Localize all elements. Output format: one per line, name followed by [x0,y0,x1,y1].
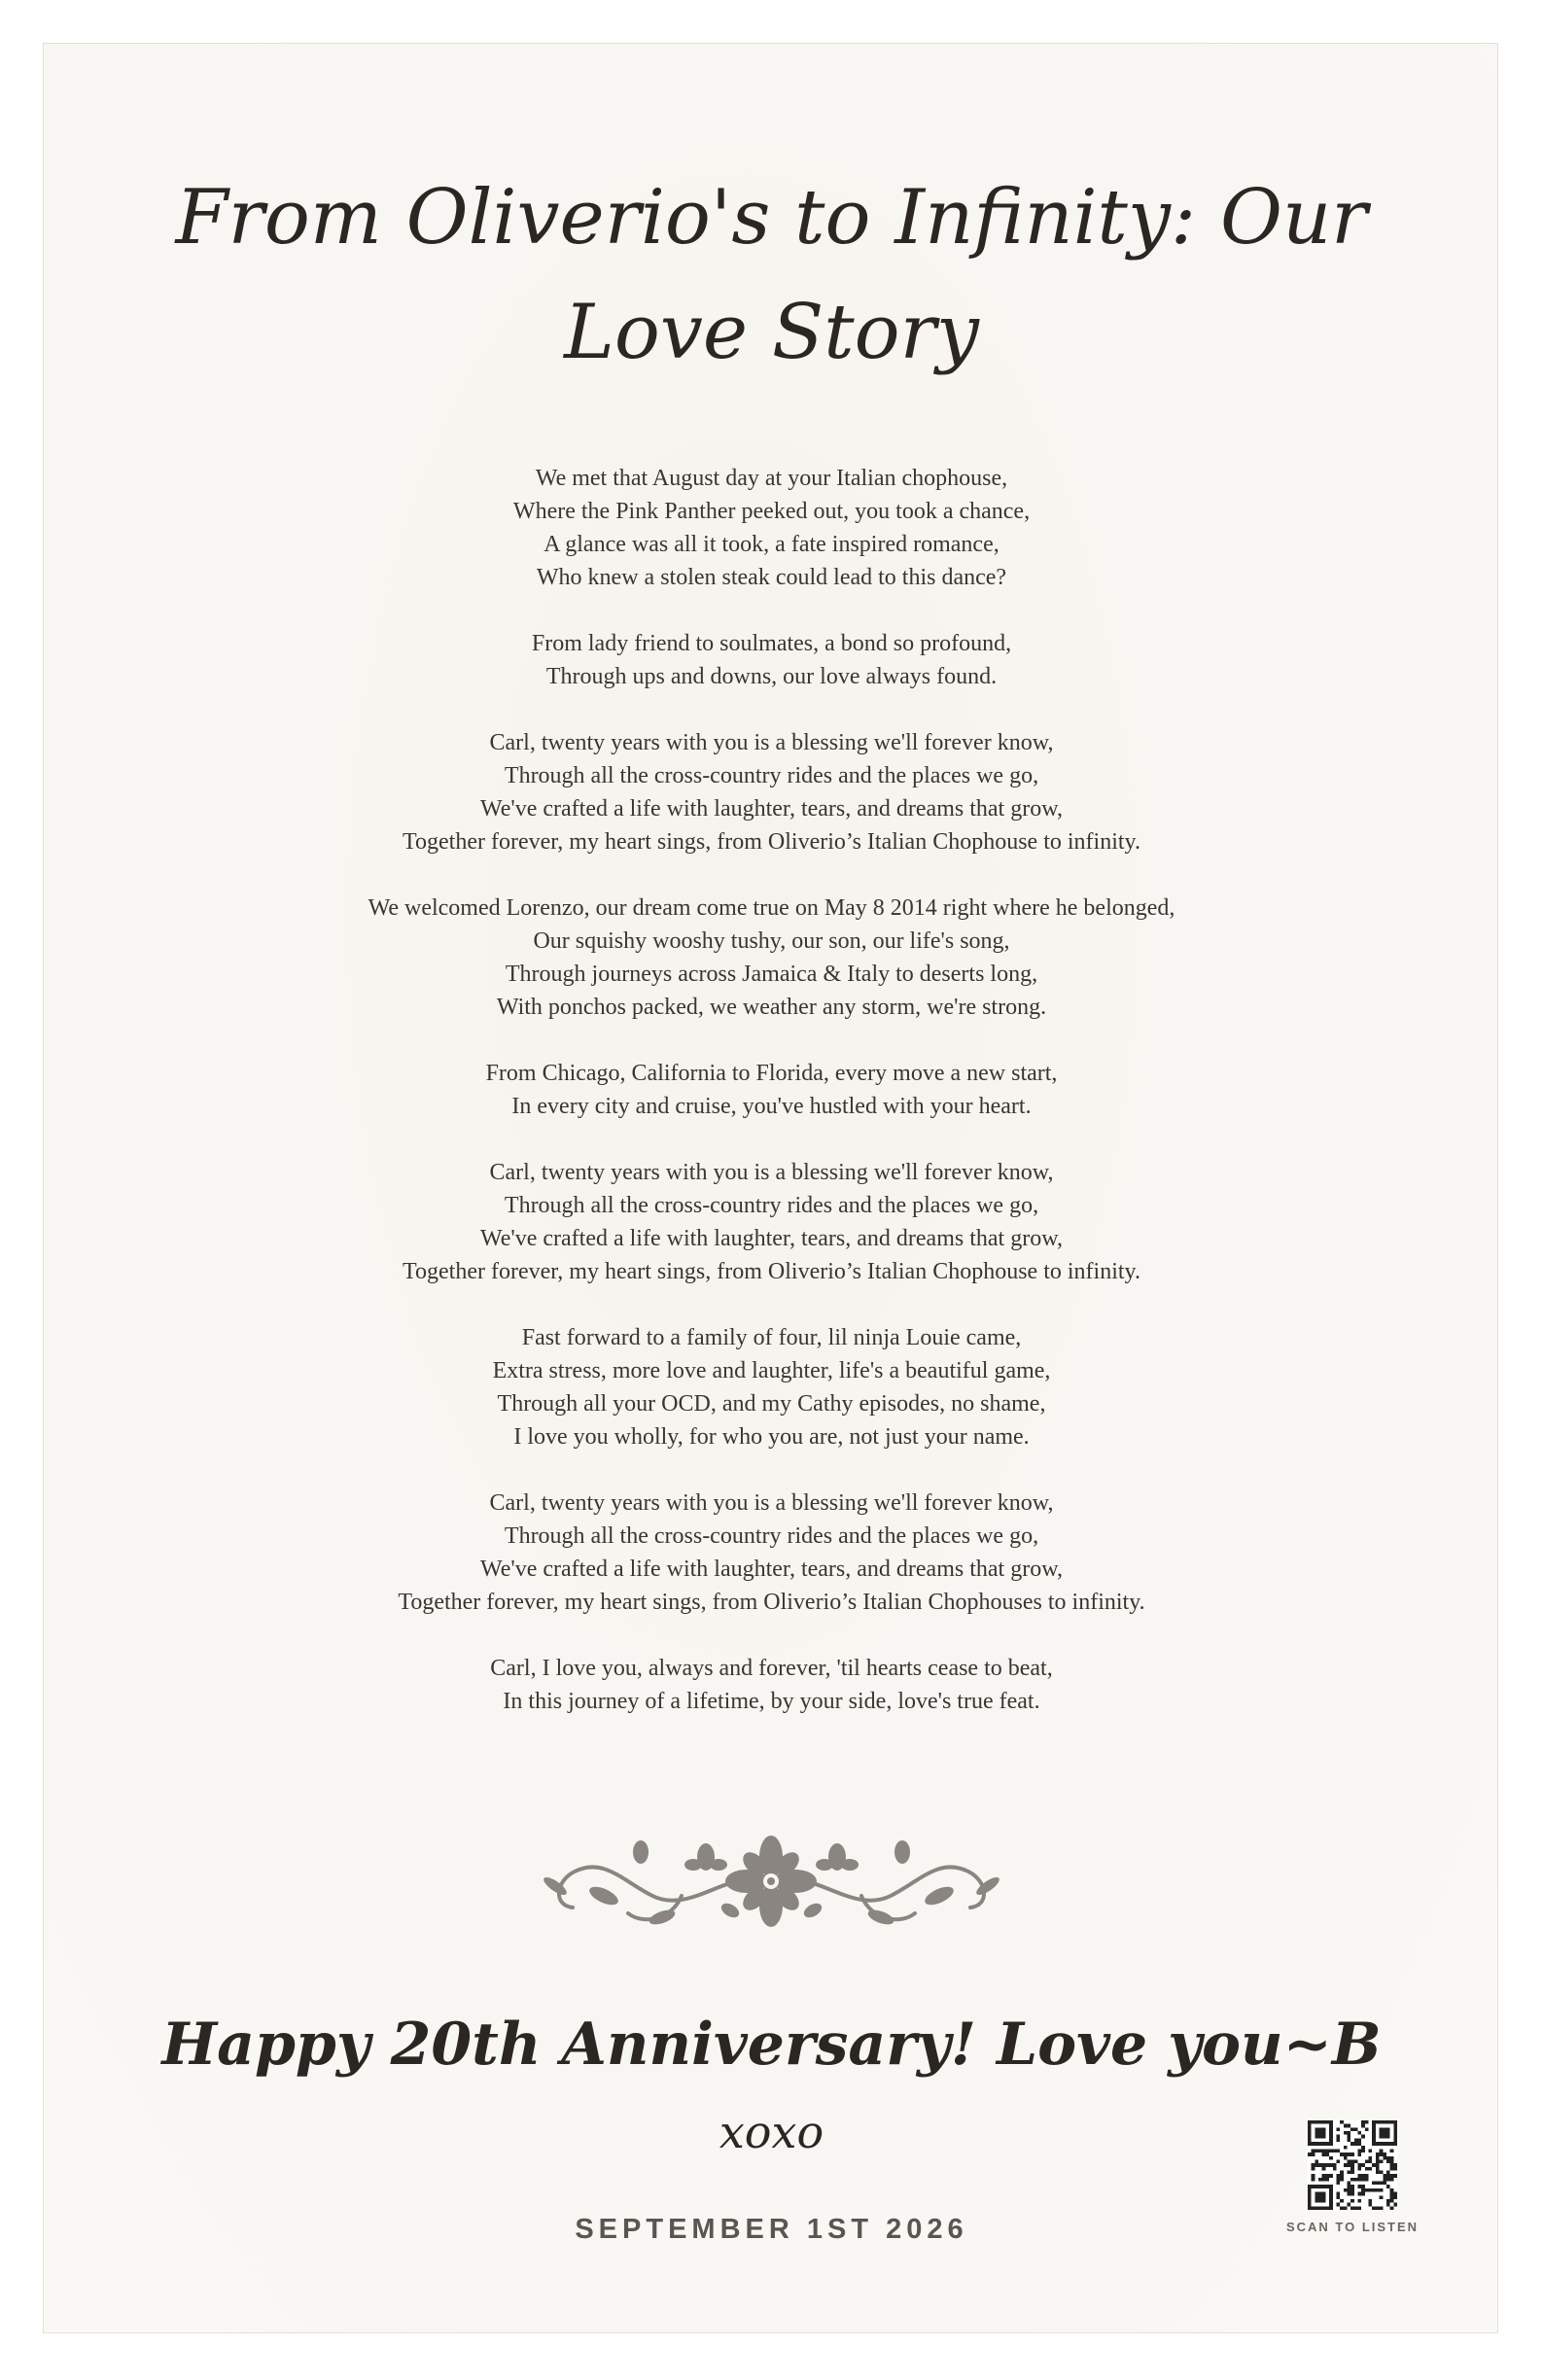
stanza [141,726,1402,858]
date-text: SEPTEMBER 1ST 2026 [575,2214,968,2245]
poem-line: Carl, twenty years with you is a blessing we'll forever know, [489,730,1054,755]
poem-line: Through ups and downs, our love always found. [545,664,998,689]
stanza [141,1652,1402,1718]
poem-line: I love you wholly, for who you are, not just your name. [513,1424,1030,1450]
poem-title: From Oliverio's to Infinity: Our Love Story [175,174,1368,376]
stanza [141,1057,1402,1123]
poem-line: From lady friend to soulmates, a bond so profound, [531,631,1012,656]
poem-line: We've crafted a life with laughter, tears, and dreams that grow, [480,1557,1063,1582]
poem-line: Carl, I love you, always and forever, 'til hearts cease to beat, [490,1656,1053,1681]
stanza [141,1321,1402,1453]
poem-line: Our squishy wooshy tushy, our son, our life's song, [533,928,1010,954]
poem-line: We met that August day at your Italian chophouse, [535,466,1008,491]
floral-divider-icon [536,1828,1007,1935]
poem-line: We've crafted a life with laughter, tears, and dreams that grow, [480,796,1063,822]
qr-caption: SCAN TO LISTEN [1285,2220,1420,2234]
qr-code-icon[interactable] [1308,2120,1397,2210]
poem-line: Together forever, my heart sings, from Oliverio’s Italian Chophouse to infinity. [403,1259,1140,1284]
poem-line: Extra stress, more love and laughter, life's a beautiful game, [492,1358,1051,1383]
poem-line: Carl, twenty years with you is a blessing we'll forever know, [489,1160,1054,1185]
signoff-text: xoxo [719,2106,824,2158]
stanza [141,1156,1402,1288]
poem-line: Who knew a stolen steak could lead to this dance? [536,565,1007,590]
poem-line: Where the Pink Panther peeked out, you took a chance, [512,499,1031,524]
stanza [141,892,1402,1024]
dedication-text: Happy 20th Anniversary! Love you~B [161,2011,1382,2079]
poem-line: A glance was all it took, a fate inspired romance, [544,532,999,557]
stanza [141,627,1402,693]
poem-line: In this journey of a lifetime, by your side, love's true feat. [503,1689,1040,1714]
poem-line: From Chicago, California to Florida, every move a new start, [485,1061,1058,1086]
poem-print [43,43,1498,2333]
poem-line: We've crafted a life with laughter, tears, and dreams that grow, [480,1226,1063,1251]
stanza [141,462,1402,594]
poem-line: Carl, twenty years with you is a blessing we'll forever know, [489,1490,1054,1516]
poem-line: Together forever, my heart sings, from Oliverio’s Italian Chophouse to infinity. [403,829,1140,855]
poem-line: We welcomed Lorenzo, our dream come true on May 8 2014 right where he belonged, [368,895,1175,921]
poem-line: Through journeys across Jamaica & Italy to deserts long, [505,962,1038,987]
poem-line: Through all the cross-country rides and the places we go, [504,1193,1039,1218]
poem-line: With ponchos packed, we weather any storm, we're strong. [496,995,1047,1020]
stanza [141,1487,1402,1619]
poem-line: Fast forward to a family of four, lil ninja Louie came, [521,1325,1022,1350]
poem-line: Through all your OCD, and my Cathy episodes, no shame, [497,1391,1046,1417]
poem-line: In every city and cruise, you've hustled with your heart. [511,1094,1032,1119]
poem-body [141,462,1402,1751]
poem-line: Through all the cross-country rides and the places we go, [504,1523,1039,1549]
poem-line: Through all the cross-country rides and the places we go, [504,763,1039,788]
poem-line: Together forever, my heart sings, from Oliverio’s Italian Chophouses to infinity. [398,1590,1145,1615]
